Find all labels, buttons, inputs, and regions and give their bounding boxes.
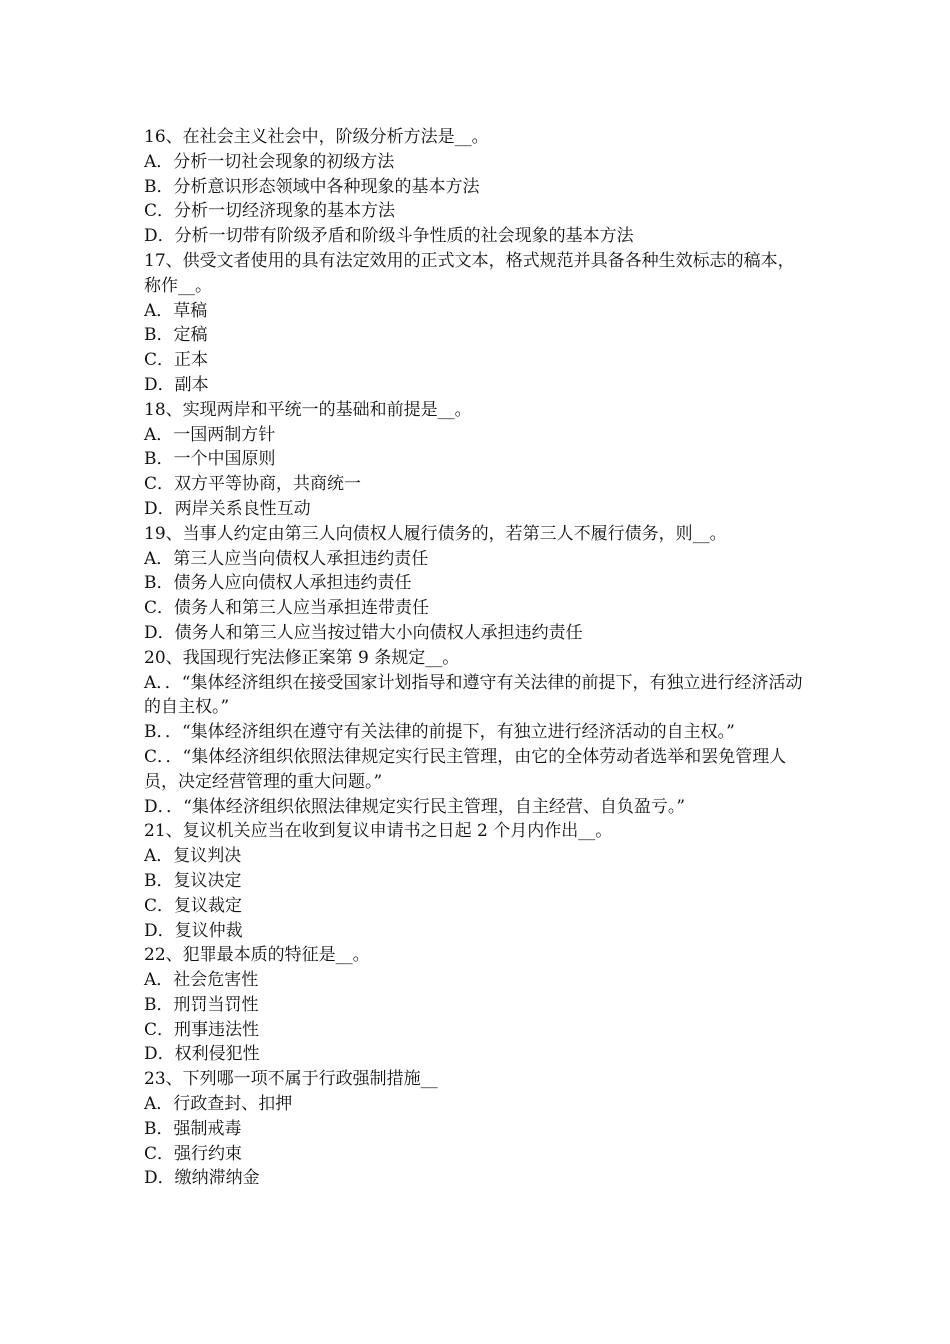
option-b: B．强制戒毒	[144, 1118, 242, 1139]
option-c: C．双方平等协商，共商统一	[144, 474, 362, 495]
option-b: B．定稿	[144, 325, 208, 346]
question-20	[144, 646, 810, 820]
question-text: 16、在社会主义社会中，阶级分析方法是__。	[144, 127, 489, 147]
question-text: 19、当事人约定由第三人向债权人履行债务的，若第三人不履行债务，则__。	[144, 523, 727, 544]
option-a: A．草稿	[144, 300, 208, 321]
question-text: 18、实现两岸和平统一的基础和前提是__。	[144, 399, 472, 420]
option-b: B．分析意识形态领域中各种现象的基本方法	[144, 176, 480, 197]
option-b: B．复议决定	[144, 870, 242, 891]
question-text: 22、犯罪最本质的特征是__。	[144, 945, 370, 966]
option-c: C．债务人和第三人应当承担连带责任	[144, 598, 430, 619]
question-text: 23、下列哪一项不属于行政强制措施__	[144, 1069, 438, 1090]
option-d: D．分析一切带有阶级矛盾和阶级斗争性质的社会现象的基本方法	[144, 226, 634, 247]
question-16	[144, 125, 810, 249]
question-list	[144, 125, 810, 1191]
option-d: D．副本	[144, 374, 209, 395]
option-b: B．债务人应向债权人承担违约责任	[144, 573, 412, 594]
option-d: D．债务人和第三人应当按过错大小向债权人承担违约责任	[144, 622, 583, 643]
option-d: D．两岸关系良性互动	[144, 498, 311, 519]
option-c: C．正本	[144, 350, 209, 371]
option-c: C．刑事违法性	[144, 1019, 260, 1040]
option-d: D．．“集体经济组织依照法律规定实行民主管理，自主经营、自负盈亏。”	[144, 796, 686, 817]
option-c: C．强行约束	[144, 1143, 243, 1164]
option-c: C．．“集体经济组织依照法律规定实行民主管理，由它的全体劳动者选举和罢免管理人员，决定经营管理的重大问题。”	[144, 746, 787, 792]
question-17	[144, 249, 810, 398]
question-19	[144, 522, 810, 646]
question-text: 21、复议机关应当在收到复议申请书之日起 2 个月内作出__。	[144, 821, 613, 842]
option-b: B．．“集体经济组织在遵守有关法律的前提下，有独立进行经济活动的自主权。”	[144, 722, 735, 743]
option-a: A．．“集体经济组织在接受国家计划指导和遵守有关法律的前提下，有独立进行经济活动的自主权。”	[144, 672, 803, 718]
option-c: C．分析一切经济现象的基本方法	[144, 201, 396, 222]
option-d: D．缴纳滞纳金	[144, 1168, 260, 1189]
option-a: A．行政查封、扣押	[144, 1094, 293, 1115]
option-b: B．一个中国原则	[144, 449, 276, 470]
option-d: D．权利侵犯性	[144, 1044, 260, 1065]
question-23	[144, 1067, 810, 1191]
question-21	[144, 819, 810, 943]
question-text: 20、我国现行宪法修正案第 9 条规定__。	[144, 647, 460, 668]
option-a: A．分析一切社会现象的初级方法	[144, 151, 395, 172]
option-b: B．刑罚当罚性	[144, 994, 259, 1015]
option-d: D．复议仲裁	[144, 920, 243, 941]
option-a: A．社会危害性	[144, 970, 259, 991]
option-a: A．复议判决	[144, 846, 242, 867]
option-c: C．复议裁定	[144, 895, 243, 916]
question-text: 17、供受文者使用的具有法定效用的正式文本，格式规范并具备各种生效标志的稿本，称作__。	[144, 250, 795, 296]
question-22	[144, 943, 810, 1067]
option-a: A．第三人应当向债权人承担违约责任	[144, 548, 429, 569]
option-a: A．一国两制方针	[144, 424, 276, 445]
question-18	[144, 398, 810, 522]
